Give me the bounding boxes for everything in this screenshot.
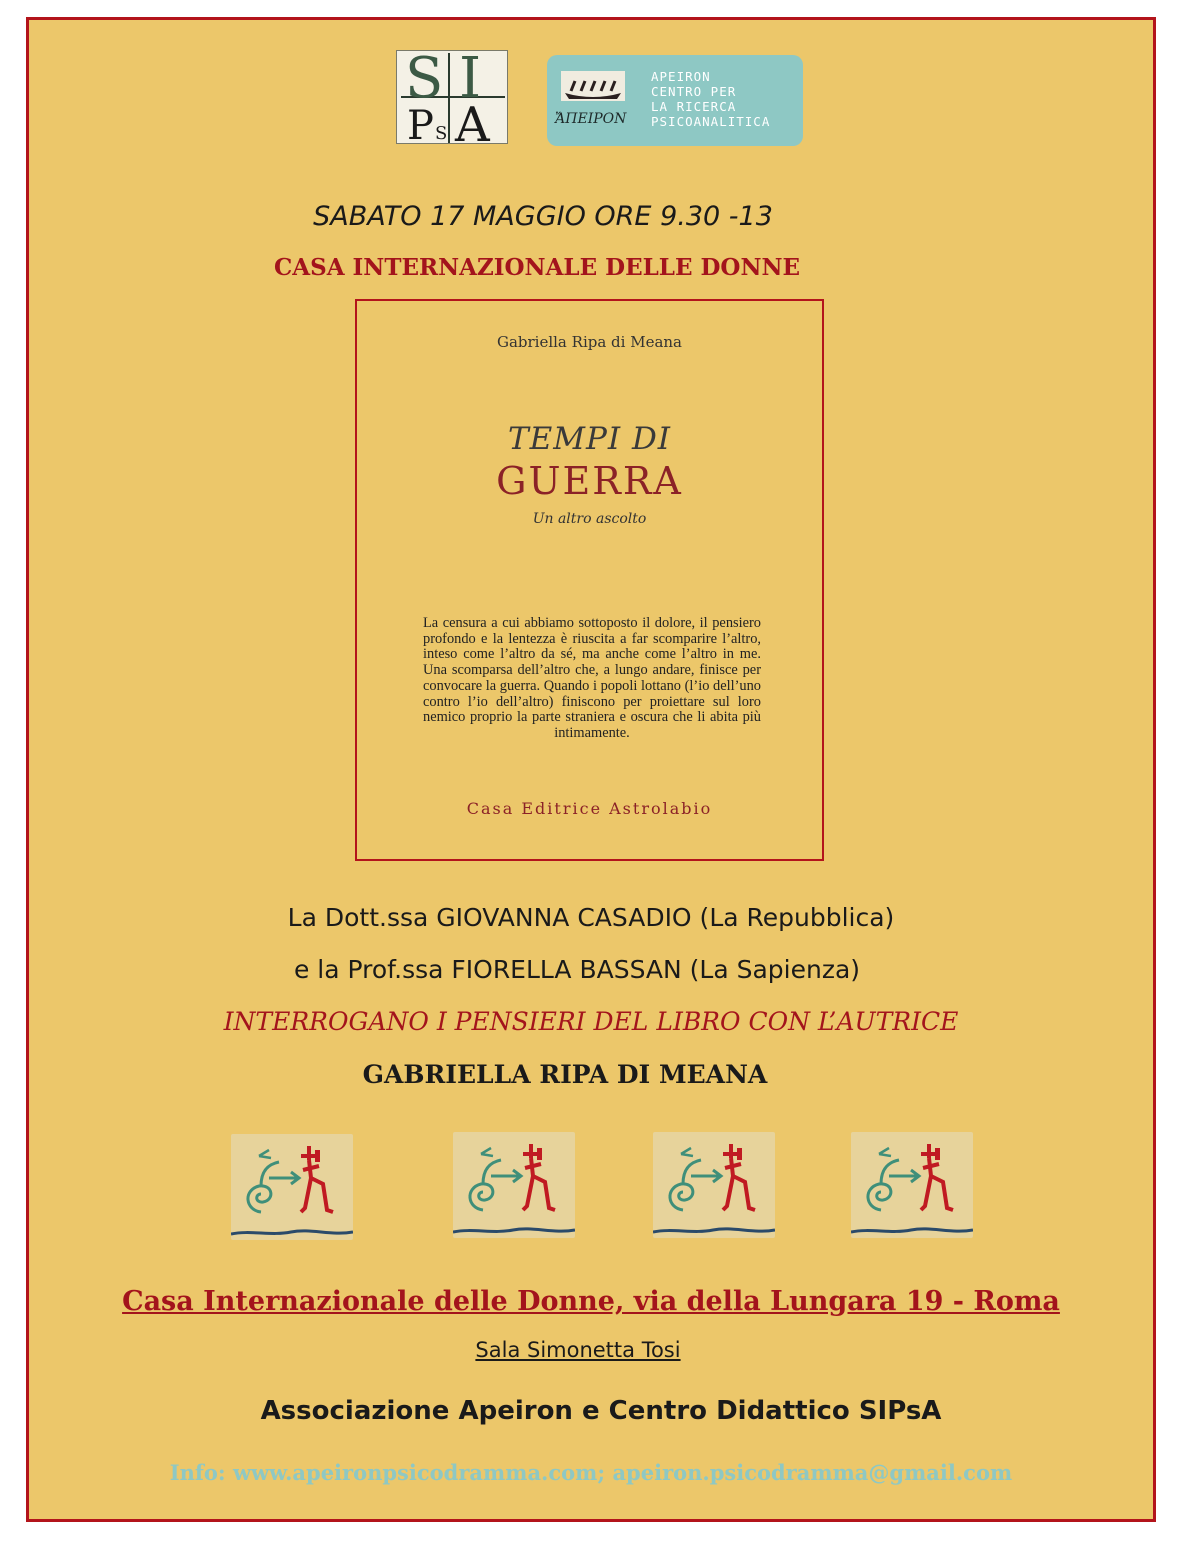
event-venue: CASA INTERNAZIONALE DELLE DONNE bbox=[273, 254, 801, 281]
author-name: GABRIELLA RIPA DI MEANA bbox=[362, 1060, 768, 1089]
event-poster bbox=[26, 17, 1156, 1522]
sipsa-letter-a: A bbox=[455, 97, 490, 144]
apeiron-greek-name: ἌΠΕΙΡΟΝ bbox=[555, 111, 627, 127]
apeiron-line-1: APEIRON bbox=[651, 69, 711, 84]
sipsa-letter-s: S bbox=[405, 51, 444, 111]
book-author: Gabriella Ripa di Meana bbox=[496, 333, 683, 351]
book-title-line2: GUERRA bbox=[496, 459, 683, 503]
sipsa-letter-i: I bbox=[459, 51, 482, 111]
sipsa-letter-p: P bbox=[407, 103, 434, 144]
event-description: INTERROGANO I PENSIERI DEL LIBRO CON L’AUTRICE bbox=[223, 1007, 959, 1036]
book-publisher: Casa Editrice Astrolabio bbox=[466, 799, 713, 818]
book-subtitle: Un altro ascolto bbox=[532, 511, 647, 527]
speaker-line-1: La Dott.ssa GIOVANNA CASADIO (La Repubblica) bbox=[287, 903, 895, 932]
spiral-figure-icon bbox=[653, 1132, 775, 1238]
sipsa-logo-graphic bbox=[397, 51, 508, 144]
event-date: SABATO 17 MAGGIO ORE 9.30 -13 bbox=[313, 201, 773, 232]
contact-info[interactable]: Info: www.apeironpsicodramma.com; apeiron.psicodramma@gmail.com bbox=[169, 1460, 1013, 1485]
organizers: Associazione Apeiron e Centro Didattico SIPsA bbox=[260, 1396, 942, 1426]
apeiron-line-4: PSICOANALITICA bbox=[651, 114, 771, 129]
apeiron-logo bbox=[547, 55, 803, 146]
room-name: Sala Simonetta Tosi bbox=[475, 1338, 681, 1362]
sipsa-letter-s-small: S bbox=[435, 123, 448, 144]
boat-icon bbox=[547, 55, 647, 146]
spiral-figure-icon bbox=[231, 1134, 353, 1240]
spiral-figure-icon bbox=[851, 1132, 973, 1238]
speaker-line-2: e la Prof.ssa FIORELLA BASSAN (La Sapienza) bbox=[293, 955, 861, 984]
book-title-line1: TEMPI DI bbox=[507, 421, 672, 457]
apeiron-text bbox=[651, 69, 770, 129]
apeiron-line-3: LA RICERCA bbox=[651, 99, 737, 114]
apeiron-line-2: CENTRO PER bbox=[651, 84, 737, 99]
sipsa-logo bbox=[396, 50, 508, 144]
venue-address: Casa Internazionale delle Donne, via della Lungara 19 - Roma bbox=[122, 1286, 1060, 1317]
book-cover bbox=[355, 299, 824, 861]
book-blurb: La censura a cui abbiamo sottoposto il dolore, il pensiero profondo e la lentezza è riuscita a far scomparire l’altro, inteso come l’altro da sé, ma anche come l’altro in me. Una scomparsa dell’altro che, a lungo andare, finisce per convocare la guerra. Quando i popoli lottano (l’io dell’uno contro l’io dell’altro) finiscono per proiettare sul loro nemico proprio la parte straniera e oscura che li abita più intimamente. bbox=[423, 615, 761, 741]
spiral-figure-icon bbox=[453, 1132, 575, 1238]
